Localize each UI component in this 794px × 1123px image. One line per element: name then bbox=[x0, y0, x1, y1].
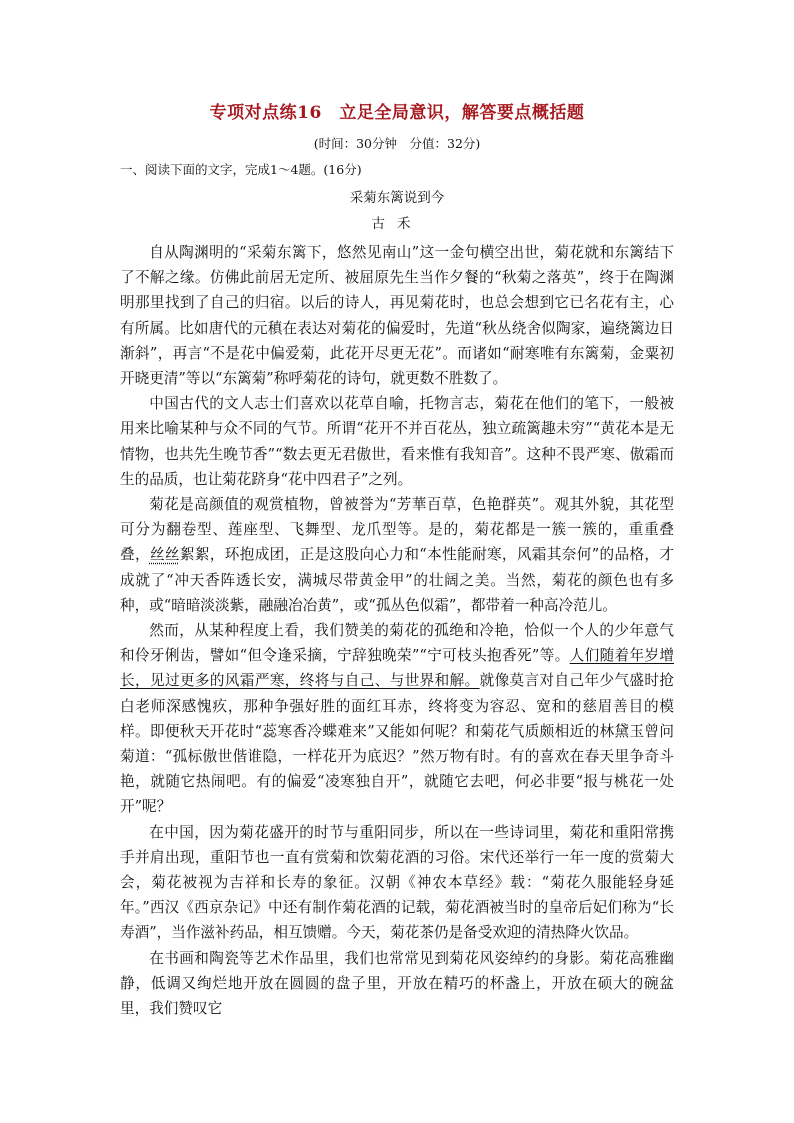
paragraph-2: 中国古代的文人志士们喜欢以花草自喻，托物言志，菊花在他们的笔下，一般被用来比喻某种与众不同的气节。所谓“花开不并百花丛，独立疏篱趣未穷”“黄花本是无情物，也共先生晚节香”“数去更无君傲世，看来惟有我知音”。这种不畏严寒、傲霜而生的品质，也让菊花跻身“花中四君子”之列。 bbox=[120, 395, 674, 488]
question-instruction: 一、阅读下面的文字，完成1～4题。(16分) bbox=[120, 162, 362, 177]
dotted-emphasis: 丝丝 bbox=[149, 546, 180, 564]
paragraph-3-start: 菊花是高颜值的观赏植物，曾被誉为“芳華百草，色艳群英”。观其外貌，其花型可分为翻卷型、莲座型、飞舞型、龙爪型等。是的，菊花都是一簇一簇的，重重叠叠， bbox=[120, 496, 674, 564]
paragraph-3-end: 絮絮，环抱成团，正是这股向心力和“本性能耐寒，风霜其奈何”的品格，才成就了“冲天香阵透长安，满城尽带黄金甲”的壮阔之美。当然，菊花的颜色也有多种，或“暗暗淡淡紫，融融冶冶黄”，或“孤丛色似霜”，都带着一种高冷范儿。 bbox=[120, 546, 674, 614]
paragraph-1: 自从陶渊明的“采菊东篱下，悠然见南山”这一金句横空出世，菊花就和东篱结下了不解之缘。仿佛此前居无定所、被屈原先生当作夕餐的“秋菊之落英”，终于在陶渊明那里找到了自己的归宿。以后的诗人，再见菊花时，也总会想到它已名花有主，心有所属。比如唐代的元稹在表达对菊花的偏爱时，先道“秋丛绕舍似陶家，遍绕篱边日渐斜”，再言“不是花中偏爱菊，此花开尽更无花”。而诸如“耐寒唯有东篱菊，金粟初开晓更清”等以“东篱菊”称呼菊花的诗句，就更数不胜数了。 bbox=[120, 244, 674, 388]
essay-body bbox=[120, 240, 674, 1021]
paragraph-5: 在中国，因为菊花盛开的时节与重阳同步，所以在一些诗词里，菊花和重阳常携手并肩出现，重阳节也一直有赏菊和饮菊花酒的习俗。宋代还举行一年一度的赏菊大会，菊花被视为吉祥和长寿的象征。汉朝《神农本草经》载：“菊花久服能轻身延年。”西汉《西京杂记》中还有制作菊花酒的记载，菊花酒被当时的皇帝后妃们称为“长寿酒”，当作滋补药品，相互馈赠。今天，菊花茶仍是备受欢迎的清热降火饮品。 bbox=[120, 823, 674, 942]
paragraph-4-start: 然而，从某种程度上看，我们赞美的菊花的孤绝和冷艳，恰似一个人的少年意气和伶牙俐齿，譬如“但令逢采摘，宁辞独晚荣”“宁可枝头抱香死”等。 bbox=[120, 622, 674, 665]
paragraph-4 bbox=[120, 618, 674, 820]
time-score-info: (时间：30分钟 分值：32分) bbox=[313, 136, 481, 151]
paragraph-3 bbox=[120, 492, 674, 618]
exercise-title: 专项对点练16 立足全局意识，解答要点概括题 bbox=[209, 103, 585, 123]
paragraph-4-end: 就像莫言对自己年少气盛时抢白老师深感愧疚，那种争强好胜的面红耳赤，终将变为容忍、宽和的慈眉善目的模样。即便秋天开花时“蕊寒香冷蝶难来”又能如何呢？和菊花气质颇相近的林黛玉曾问菊道：“孤标傲世偕谁隐，一样花开为底迟？”然万物有时。有的喜欢在春天里争奇斗艳，就随它热闹吧。有的偏爱“凌寒独自开”，就随它去吧，何必非要“报与桃花一处开”呢？ bbox=[120, 672, 674, 816]
underlined-sentence: 人们随着年岁增长，见过更多的风霜严寒，终将与自己、与世界和解。 bbox=[120, 647, 674, 690]
essay-title: 采菊东篱说到今 bbox=[349, 190, 445, 206]
paragraph-6: 在书画和陶瓷等艺术作品里，我们也常常见到菊花风姿绰约的身影。菊花高雅幽静，低调又绚烂地开放在圆圆的盘子里，开放在精巧的杯盏上，开放在硕大的碗盆里，我们赞叹它 bbox=[120, 949, 674, 1018]
essay-author: 古禾 bbox=[371, 216, 423, 232]
